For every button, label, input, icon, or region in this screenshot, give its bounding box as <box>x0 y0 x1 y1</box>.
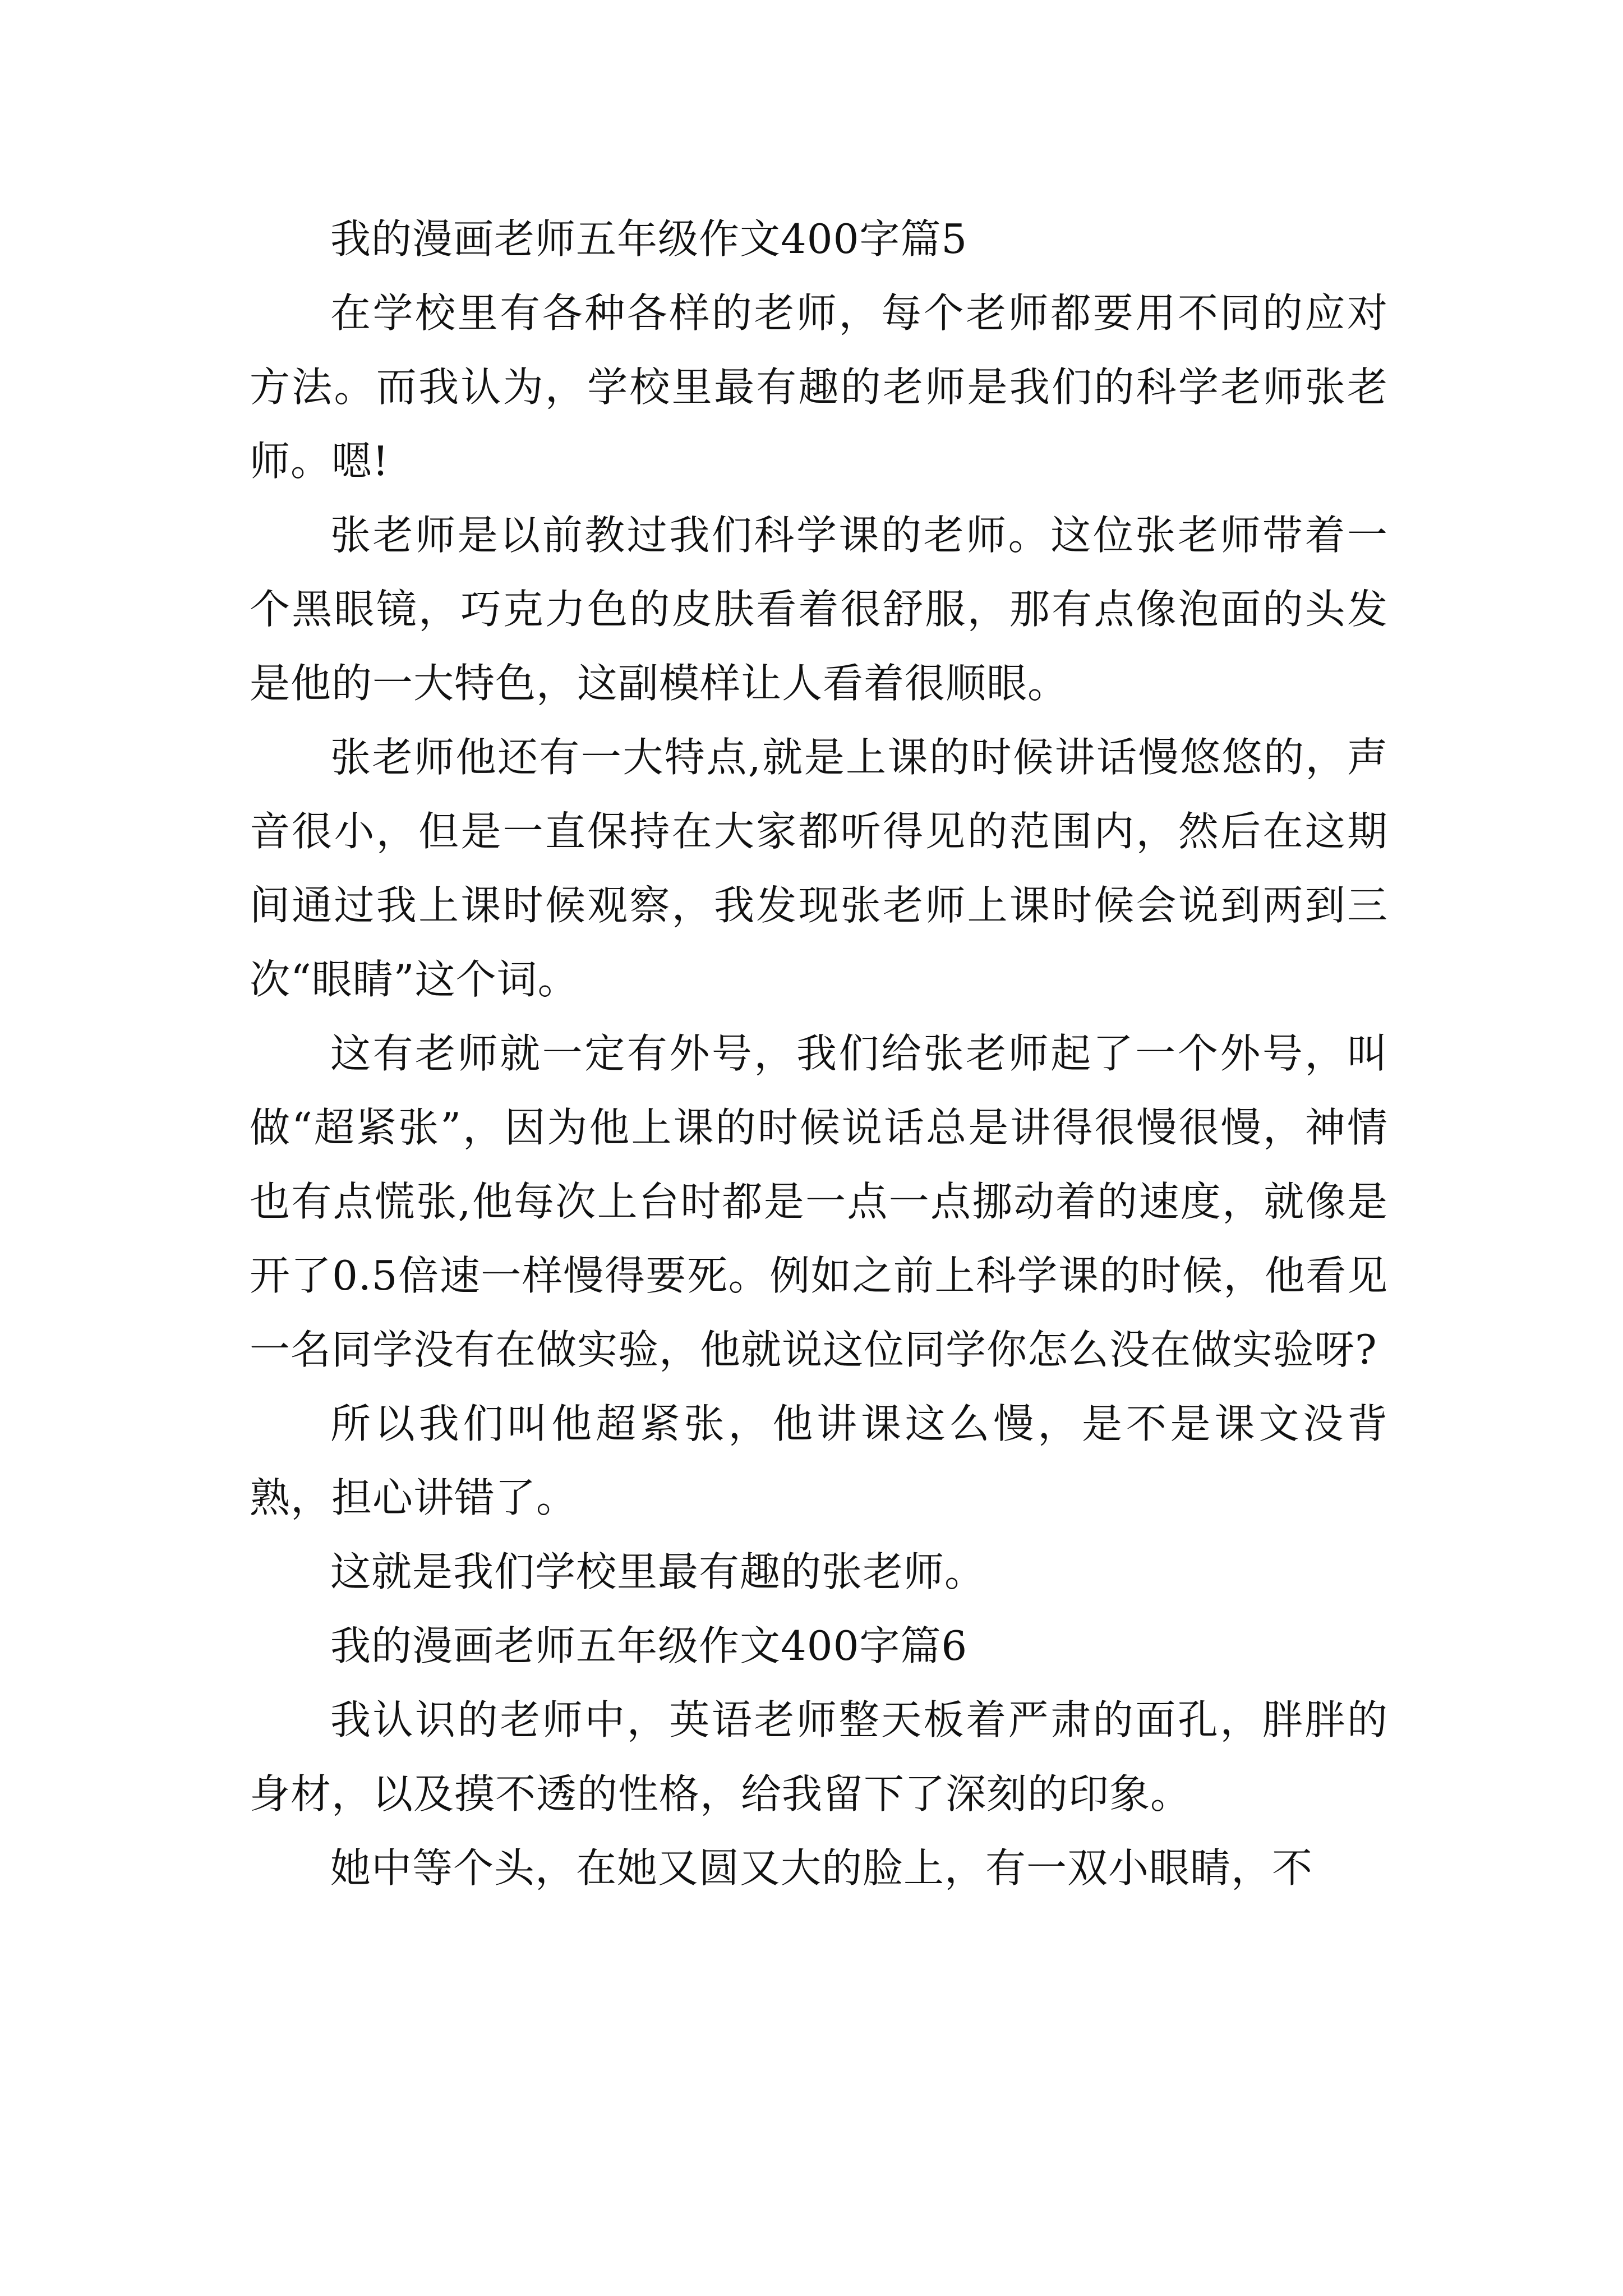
essay-heading-6: 我的漫画老师五年级作文400字篇6 <box>330 1622 968 1669</box>
paragraph: 在学校里有各种各样的老师，每个老师都要用不同的应对方法。而我认为，学校里最有趣的老师是我们的科学老师张老师。嗯! <box>250 289 1388 485</box>
paragraph: 张老师是以前教过我们科学课的老师。这位张老师带着一个黑眼镜，巧克力色的皮肤看着很舒服，那有点像泡面的头发是他的一大特色，这副模样让人看着很顺眼。 <box>250 512 1388 707</box>
paragraph: 张老师他还有一大特点,就是上课的时候讲话慢悠悠的，声音很小，但是一直保持在大家都听得见的范围内，然后在这期间通过我上课时候观察，我发现张老师上课时候会说到两到三次“眼睛”这个词。 <box>250 734 1388 1003</box>
paragraph: 所以我们叫他超紧张，他讲课这么慢，是不是课文没背熟，担心讲错了。 <box>250 1400 1388 1521</box>
paragraph: 她中等个头，在她又圆又大的脸上，有一双小眼睛，不 <box>330 1844 1313 1892</box>
paragraph: 我认识的老师中，英语老师整天板着严肃的面孔，胖胖的身材，以及摸不透的性格，给我留下了深刻的印象。 <box>250 1696 1388 1818</box>
essay-heading-5: 我的漫画老师五年级作文400字篇5 <box>330 215 968 263</box>
document-body <box>250 202 1388 1905</box>
paragraph: 这就是我们学校里最有趣的张老师。 <box>330 1548 986 1595</box>
paragraph: 这有老师就一定有外号，我们给张老师起了一个外号，叫做“超紧张”，因为他上课的时候说话总是讲得很慢很慢，神情也有点慌张,他每次上台时都是一点一点挪动着的速度，就像是开了0.5倍速一样慢得要死。例如之前上科学课的时候，他看见一名同学没有在做实验，他就说这位同学你怎么没在做实验呀? <box>250 1030 1388 1373</box>
